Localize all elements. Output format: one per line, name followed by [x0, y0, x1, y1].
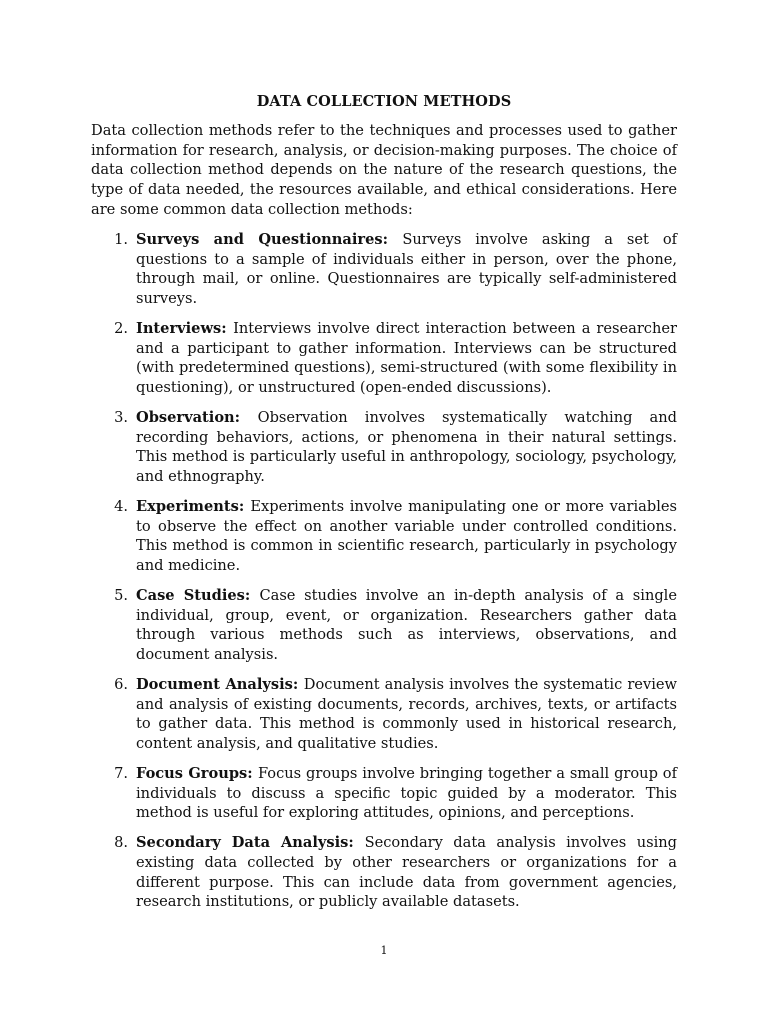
method-item-case-studies	[91, 586, 677, 665]
method-item-focus-groups	[91, 764, 677, 823]
intro-paragraph: Data collection methods refer to the techniques and processes used to gather information for research, analysis, or decision-making purposes. The choice of data collection method depends on the nature of the research questions, the type of data needed, the resources available, and ethical considerations. Here are some common data collection methods:	[91, 122, 677, 218]
method-item-interviews	[91, 319, 677, 398]
method-term: Focus Groups:	[136, 765, 258, 782]
method-description: Surveys involve asking a set of questions to a sample of individuals either in person, over the phone, through mail, or online. Questionnaires are typically self-administered surveys.	[136, 231, 678, 308]
method-description: Focus groups involve bringing together a small group of individuals to discuss a specific topic guided by a moderator. This method is useful for exploring attitudes, opinions, and perceptions.	[136, 765, 677, 822]
method-term: Experiments:	[136, 498, 251, 515]
method-description: Experiments involve manipulating one or more variables to observe the effect on another variable under controlled conditions. This method is common in scientific research, particularly in psychology and medicine.	[136, 498, 677, 575]
list-number: 5.	[114, 587, 128, 604]
list-number: 7.	[114, 765, 128, 782]
method-item-observation	[91, 408, 677, 487]
method-term: Secondary Data Analysis:	[136, 834, 365, 852]
method-term: Observation:	[136, 409, 258, 426]
method-term: Surveys and Questionnaires:	[136, 231, 403, 248]
method-description: Secondary data analysis involves using existing data collected by other researchers or organizations for a different purpose. This can include data from government agencies, research institutions, or publicly available datasets.	[136, 834, 677, 911]
method-term: Interviews:	[136, 320, 234, 337]
list-number: 4.	[114, 498, 128, 515]
list-number: 2.	[114, 320, 128, 337]
method-item-experiments	[91, 497, 677, 576]
method-description: Document analysis involves the systematic review and analysis of existing documents, records, archives, texts, or artifacts to gather data. This method is commonly used in historical research, content analysis, and qualitative studies.	[136, 676, 677, 753]
method-description: Interviews involve direct interaction between a researcher and a participant to gather information. Interviews can be structured (with predetermined questions), semi-structured (with some flexibility in questioning), or unstructured (open-ended discussions).	[136, 320, 677, 397]
list-number: 1.	[114, 231, 128, 248]
list-number: 3.	[114, 409, 128, 426]
method-item-secondary-data-analysis	[91, 833, 677, 912]
list-number: 8.	[114, 834, 128, 852]
method-term: Case Studies:	[136, 587, 260, 604]
method-description: Case studies involve an in-depth analysis of a single individual, group, event, or organization. Researchers gather data through various methods such as interviews, observations, and document analysis.	[136, 587, 677, 664]
list-number: 6.	[114, 676, 128, 693]
method-term: Document Analysis:	[136, 676, 304, 693]
page-title: DATA COLLECTION METHODS	[256, 93, 512, 110]
methods-list	[91, 230, 677, 922]
page-number: 1	[380, 944, 388, 957]
method-description: Observation involves systematically watching and recording behaviors, actions, or phenomena in their natural settings. This method is particularly useful in anthropology, sociology, psychology, and ethnography.	[136, 409, 678, 486]
method-item-document-analysis	[91, 675, 677, 754]
method-item-surveys	[91, 230, 677, 309]
